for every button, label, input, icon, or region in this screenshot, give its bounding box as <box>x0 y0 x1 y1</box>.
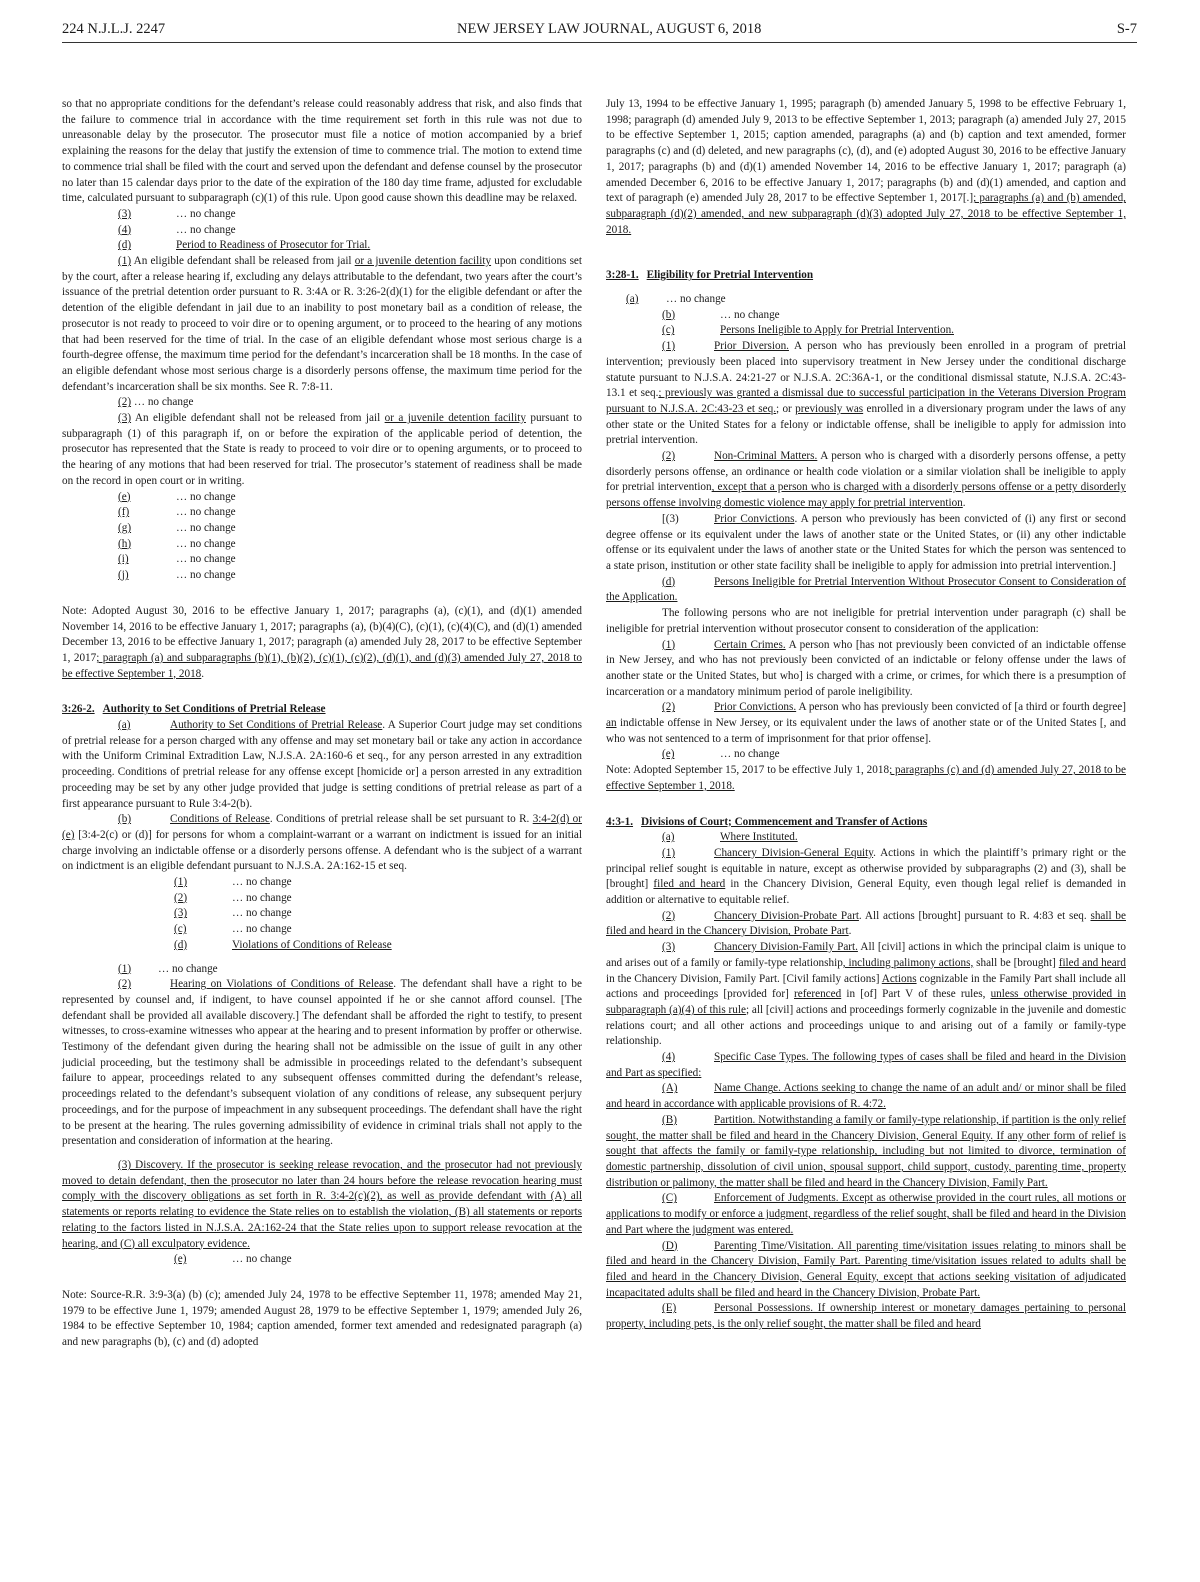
paragraph: (3) Chancery Division-Family Part. All [civil] actions in which the principal claim is unique to and arises out of a family or family-type relationship, including palimony actions, shall be [brought] filed and heard in the Chancery Division, Family Part. [Civil family actions] Actions cognizable in the Family Part shall include all actions and proceedings [provided for] referenced in [of] Part V of these rules, unless otherwise provided in subparagraph (a)(4) of this rule; all [civil] actions and proceedings formerly cognizable in the juvenile and domestic relations court; and all other actions and proceedings unique to and arising out of a family or family-type relationship. <box>606 941 1126 1048</box>
paragraph: (2) Non-Criminal Matters. A person who is charged with a disorderly persons offense, a petty disorderly persons offense, an ordinance or health code violation or a similar violation shall be ineligible to apply for pretrial intervention, except that a person who is charged with a disorderly persons offense or a petty disorderly persons offense involving domestic violence may apply for pretrial intervention. <box>606 450 1126 510</box>
paragraph: (C) Enforcement of Judgments. Except as otherwise provided in the court rules, all motions or applications to modify or enforce a judgment, regardless of the relief sought, shall be filed and heard in the Division and Part where the judgment was entered. <box>606 1192 1126 1236</box>
list-item: (e) … no change <box>174 1253 292 1266</box>
paragraph: (1) Certain Crimes. A person who [has not previously been convicted of an indictable offense in New Jersey, and who has not previously been convicted of an indictable or felony offense under the laws of another state or the United States, but who] is charged with a crime, or crimes, for which there is a presumption of incarceration or a mandatory minimum period of parole ineligibility. <box>606 638 1126 698</box>
paragraph: (E) Personal Possessions. If ownership interest or monetary damages pertaining to personal property, including pets, is the only relief sought, the matter shall be filed and heard <box>606 1302 1126 1331</box>
note: Note: Source-R.R. 3:9-3(a) (b) (c); amended July 24, 1978 to be effective September 11, 1978; amended May 21, 1979 to be effective June 1, 1979; amended August 28, 1979 to be effective September 1, 1979; amended July 26, 1984 to be effective September 10, 1984; caption amended, former text amended and redesignated paragraph (a) and new paragraphs (b), (c) and (d) adopted <box>62 1288 582 1349</box>
list-item: (3) … no change <box>118 207 236 220</box>
section-heading: 4:3-1. Divisions of Court; Commencement and Transfer of Actions <box>606 815 928 828</box>
paragraph: (b) Conditions of Release. Conditions of pretrial release shall be set pursuant to R. 3:4-2(d) or (e) [3:4-2(c) or (d)] for persons for whom a complaint-warrant or a warrant on indictment is issued for an initial charge involving an indictable offense or a disorderly persons offense. A defendant who is the subject of a warrant on indictment is an eligible defendant pursuant to N.J.S.A. 2A:162-15 et seq. <box>62 813 582 873</box>
paragraph: (a) Authority to Set Conditions of Pretrial Release. A Superior Court judge may set conditions of pretrial release for a person charged with any offense and may set monetary bail or take any action in accordance with the Uniform Criminal Extradition Law, N.J.S.A. 2A:160-6 et seq., for any person arrested in any extradition proceeding. Conditions of pretrial release for any offense except [homicide or] a person arrested in any extradition proceeding may be set by any other judge provided that judge is setting conditions of pretrial release as part of a first appearance pursuant to Rule 3:4-2(b). <box>62 719 582 810</box>
list-item: (2) … no change <box>174 891 292 904</box>
paragraph: (A) Name Change. Actions seeking to change the name of an adult and/ or minor shall be filed and heard in accordance with applicable provisions of R. 4:72. <box>606 1082 1126 1111</box>
list-item: (c) Persons Ineligible to Apply for Pretrial Intervention. <box>662 324 954 337</box>
paragraph: (B) Partition. Notwithstanding a family or family-type relationship, if partition is the only relief sought, the matter shall be filed and heard in the Chancery Division, General Equity. If any other form of relief is sought that affects the family or family-type relationship, including but not limited to divorce, termination of domestic partnership, dissolution of civil union, spousal support, child support, custody, parenting time, property distribution or palimony, the matter shall be filed and heard in the Chancery Division, Family Part. <box>606 1113 1126 1189</box>
list-item: (4) … no change <box>118 223 236 236</box>
header-page-number: S-7 <box>1116 21 1137 37</box>
paragraph: (2) Chancery Division-Probate Part. All actions [brought] pursuant to R. 4:83 et seq. shall be filed and heard in the Chancery Division, Probate Part. <box>606 909 1126 938</box>
list-item: (1) … no change <box>174 876 292 889</box>
list-item: (a) Where Instituted. <box>662 831 798 844</box>
list-item: (1) … no change <box>118 962 218 975</box>
list-item: (3) … no change <box>174 907 292 920</box>
paragraph: (d) Persons Ineligible for Pretrial Intervention Without Prosecutor Consent to Consideration of the Application. <box>606 575 1126 604</box>
section-heading: 3:28-1. Eligibility for Pretrial Intervention <box>606 269 814 282</box>
list-item: (d) Period to Readiness of Prosecutor for Trial. <box>118 239 371 252</box>
paragraph: (3) Discovery. If the prosecutor is seeking release revocation, and the prosecutor had not previously moved to detain defendant, then the prosecutor no later than 24 hours before the release revocation hearing must comply with the discovery obligations as set forth in R. 3:4-2(c)(2), as well as provide defendant with (A) all statements or reports relating to evidence the State relies on to establish the violation, (B) all statements or reports relating to the factors listed in N.J.S.A. 2A:162-24 that the State relies upon to support release revocation at the hearing, and (C) all exculpatory evidence. <box>62 1159 582 1250</box>
paragraph: The following persons who are not ineligible for pretrial intervention under paragraph (c) shall be ineligible for pretrial intervention without prosecutor consent to consideration of the application: <box>606 607 1126 635</box>
page-header <box>62 20 1137 43</box>
header-citation: 224 N.J.L.J. 2247 <box>62 21 166 37</box>
paragraph: (D) Parenting Time/Visitation. All parenting time/visitation issues relating to minors shall be filed and heard in the Chancery Division, Family Part. Parenting time/visitation issues related to adults shall be filed and heard in the Chancery Division, General Equity, except that actions seeking visitation of adjudicated incapacitated adults shall be filed and heard in the Chancery Division, Probate Part. <box>606 1239 1126 1299</box>
list-item: (h) … no change <box>118 537 236 550</box>
paragraph: (2) … no change <box>118 396 194 409</box>
right-column <box>606 97 1126 1333</box>
paragraph: (1) An eligible defendant shall be released from jail or a juvenile detention facility upon conditions set by the court, after a release hearing if, excluding any delays attributable to the defendant, two years after the court’s issuance of the pretrial detention order pursuant to R. 3:4A or R. 3:26-2(d)(1) for the eligible defendant or after the detention of the eligible defendant in jail due to an inability to post monetary bail as a condition of release, the prosecutor is not ready to proceed to voir dire or to opening argument, or to proceed to the hearing of any motions that had been reserved for the time of trial. In the case of an eligible defendant whose most serious charge is a fourth-degree offense, the maximum time period for the defendant’s incarceration shall be 18 months. In the case of an eligible defendant whose most serious charge is a disorderly persons offense, the maximum time period for the defendant’s incarceration shall be six months. See R. 7:8-11. <box>62 255 583 393</box>
paragraph: so that no appropriate conditions for the defendant’s release could reasonably address that risk, and also finds that the failure to commence trial in accordance with the time requirement set forth in this rule was not due to unreasonable delay by the prosecutor. The prosecutor must file a notice of motion accompanied by a brief explaining the reasons for the delay that justify the extension of time to commence trial. The motion to extend time to commence trial shall be filed with the court and served upon the defendant and defense counsel by the prosecutor no later than 15 calendar days prior to the date of the expiration of the 180 day time frame, adjusted for excludable time, calculated pursuant to subparagraph (c)(1) of this rule. Upon good cause shown this deadline may be relaxed. <box>62 98 582 205</box>
paragraph: (3) An eligible defendant shall not be released from jail or a juvenile detention facility pursuant to subparagraph (1) of this paragraph if, on or before the expiration of the applicable period of detention, the prosecutor has represented that the State is ready to proceed to voir dire or to opening arguments, or to proceed to the hearing of any motions that had been reserved for trial. The prosecutor’s statement of readiness shall be made on the record in open court or in writing. <box>62 412 583 487</box>
paragraph: (1) Chancery Division-General Equity. Actions in which the plaintiff’s primary right or the principal relief sought is equitable in nature, except as otherwise provided by subparagraphs (2) and (3), shall be [brought] filed and heard in the Chancery Division, General Equity, even though legal relief is demanded in addition or alternative to equitable relief. <box>606 846 1127 907</box>
paragraph: (1) Prior Diversion. A person who has previously been enrolled in a program of pretrial intervention; previously been placed into supervisory treatment in New Jersey under the conditional discharge statute pursuant to N.J.S.A. 24:21-27 or N.J.S.A. 2C:36A-1, or the conditional dismissal statute, N.J.S.A. 2C:43-13.1 et seq.; previously was granted a dismissal due to successful participation in the Veterans Diversion Program pursuant to N.J.S.A. 2C:43-23 et seq.; or previously was enrolled in a diversionary program under the laws of any other state or the United States for a felony or indictable offense, shall be ineligible to apply for admission into pretrial intervention. <box>606 340 1127 447</box>
list-item: (a) … no change <box>626 293 726 306</box>
section-heading: 3:26-2. Authority to Set Conditions of Pretrial Release <box>62 703 326 716</box>
paragraph: (2) Prior Convictions. A person who has previously been convicted of [a third or fourth degree] an indictable offense in New Jersey, or its equivalent under the laws of another state or of the United States [, and who was not sentenced to a term of imprisonment for that prior offense]. <box>606 701 1126 745</box>
list-item: (b) … no change <box>662 308 780 321</box>
list-item: (j) … no change <box>118 569 236 582</box>
list-item: (f) … no change <box>118 506 236 519</box>
note: July 13, 1994 to be effective January 1, 1995; paragraph (b) amended January 5, 1998 to be effective February 1, 1998; paragraph (d) amended July 9, 2013 to be effective September 1, 2013; paragraph (a) amended July 27, 2015 to be effective September 1, 2015; caption amended, paragraphs (a) and (b) caption and text amended, former paragraphs (c) and (d) deleted, and new paragraphs (c), (d), and (e) adopted August 30, 2016 to be effective January 1, 2017; paragraphs (b) and (d)(1) amended November 14, 2016 to be effective January 1, 2017; paragraph (a) amended December 6, 2016 to be effective January 1, 2017; paragraphs (b) and (d)(1) amended, and caption and text of paragraph (e) amended July 28, 2017 to be effective September 1, 2017[.]; paragraphs (a) and (b) amended, subparagraph (d)(2) amended, and new subparagraph (d)(3) adopted July 27, 2018 to be effective September 1, 2018. <box>606 98 1126 236</box>
paragraph: (2) Hearing on Violations of Conditions of Release. The defendant shall have a right to be represented by counsel and, if indigent, to have counsel appointed if he or she cannot afford counsel. [The defendant shall be provided all available discovery.] The defendant shall be afforded the right to testify, to present witnesses, to cross-examine witnesses who appear at the hearing and to present information by proffer or otherwise. Testimony of the defendant given during the hearing shall not be admissible on the issue of guilt in any other judicial proceeding, but the testimony shall be admissible in proceedings related to the defendant’s subsequent failure to appear, proceedings related to any subsequent offenses committed during the defendant’s release, proceedings related to the defendant’s subsequent violation of any conditions of release, any subsequent perjury proceedings, and for the purpose of impeachment in any subsequent proceedings. The defendant shall have the right to be present at the hearing. The rules governing admissibility of evidence in criminal trials shall not apply to the presentation and consideration of information at the hearing. <box>62 978 582 1148</box>
header-publication: NEW JERSEY LAW JOURNAL, AUGUST 6, 2018 <box>457 21 762 37</box>
list-item: (g) … no change <box>118 521 236 534</box>
paragraph: [(3) Prior Convictions. A person who previously has been convicted of (i) any first or second degree offense or its equivalent under the laws of another state or the United States, or (ii) any other indictable offense or its equivalent under the laws of another state or the United States for which the person was sentenced to a state prison, institution or other state facility shall be ineligible to apply for admission into pretrial intervention.] <box>606 512 1127 572</box>
list-item: (i) … no change <box>118 553 236 566</box>
list-item: (e) … no change <box>662 748 780 761</box>
left-column <box>62 97 582 1351</box>
note: Note: Adopted September 15, 2017 to be effective July 1, 2018; paragraphs (c) and (d) amended July 27, 2018 to be effective September 1, 2018. <box>606 764 1126 792</box>
list-item: (d) Violations of Conditions of Release <box>174 938 392 951</box>
paragraph: (4) Specific Case Types. The following types of cases shall be filed and heard in the Division and Part as specified: <box>606 1051 1126 1079</box>
note: Note: Adopted August 30, 2016 to be effective January 1, 2017; paragraphs (a), (c)(1), and (d)(1) amended November 14, 2016 to be effective January 1, 2017; paragraphs (a), (b)(4)(C), (c)(1), (c)(4)(C), and (d)(1) amended December 13, 2016 to be effective January 1, 2017; paragraph (a) amended July 28, 2017 to be effective September 1, 2017; paragraph (a) and subparagraphs (b)(1), (b)(2), (c)(1), (c)(2), (d)(1), and (d)(3) amended July 27, 2018 to be effective September 1, 2018. <box>62 604 582 680</box>
list-item: (c) … no change <box>174 923 292 936</box>
list-item: (e) … no change <box>118 490 236 503</box>
